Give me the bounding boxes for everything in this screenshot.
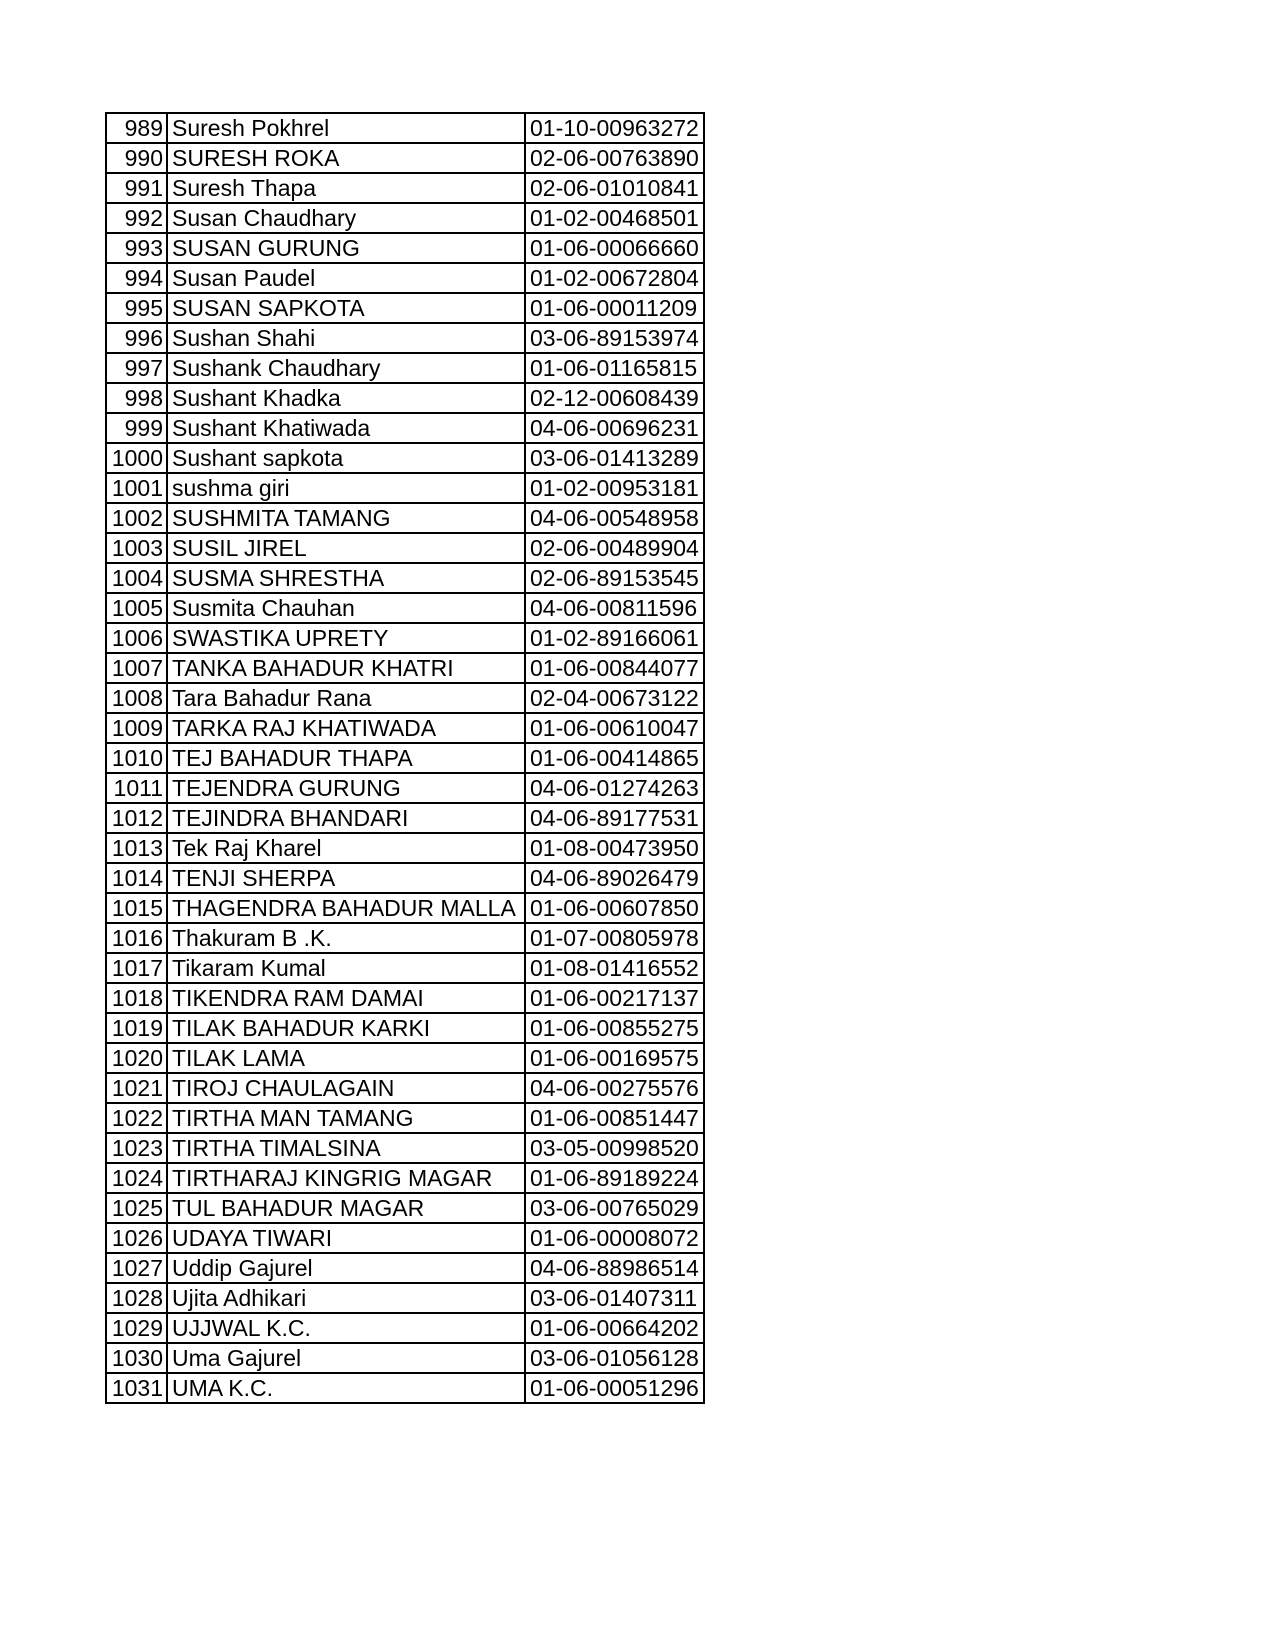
serial-number-cell: 989 [106, 113, 167, 143]
name-cell: Uddip Gajurel [167, 1253, 525, 1283]
serial-number-cell: 1002 [106, 503, 167, 533]
table-row [106, 1013, 704, 1043]
table-row [106, 953, 704, 983]
table-row [106, 1193, 704, 1223]
name-cell: TEJ BAHADUR THAPA [167, 743, 525, 773]
name-cell: TIRTHARAJ KINGRIG MAGAR [167, 1163, 525, 1193]
table-row [106, 863, 704, 893]
serial-number-cell: 1004 [106, 563, 167, 593]
serial-number-cell: 1023 [106, 1133, 167, 1163]
serial-number-cell: 1013 [106, 833, 167, 863]
table-row [106, 293, 704, 323]
serial-number-cell: 1015 [106, 893, 167, 923]
serial-number-cell: 994 [106, 263, 167, 293]
id-number-cell: 03-05-00998520 [525, 1133, 704, 1163]
name-cell: TIRTHA MAN TAMANG [167, 1103, 525, 1133]
serial-number-cell: 1025 [106, 1193, 167, 1223]
id-number-cell: 01-06-89189224 [525, 1163, 704, 1193]
id-number-cell: 04-06-01274263 [525, 773, 704, 803]
name-cell: Susan Chaudhary [167, 203, 525, 233]
id-number-cell: 04-06-89026479 [525, 863, 704, 893]
name-cell: Suresh Thapa [167, 173, 525, 203]
name-cell: UDAYA TIWARI [167, 1223, 525, 1253]
serial-number-cell: 1007 [106, 653, 167, 683]
name-cell: Tek Raj Kharel [167, 833, 525, 863]
name-cell: Susan Paudel [167, 263, 525, 293]
name-cell: Sushan Shahi [167, 323, 525, 353]
serial-number-cell: 1030 [106, 1343, 167, 1373]
id-number-cell: 01-06-00844077 [525, 653, 704, 683]
id-number-cell: 01-06-00008072 [525, 1223, 704, 1253]
table-row [106, 773, 704, 803]
table-row [106, 653, 704, 683]
id-number-cell: 01-08-00473950 [525, 833, 704, 863]
name-cell: Sushant Khatiwada [167, 413, 525, 443]
name-cell: SWASTIKA UPRETY [167, 623, 525, 653]
name-cell: Suresh Pokhrel [167, 113, 525, 143]
table-row [106, 983, 704, 1013]
name-cell: SUSMA SHRESTHA [167, 563, 525, 593]
serial-number-cell: 993 [106, 233, 167, 263]
table-row [106, 203, 704, 233]
serial-number-cell: 1026 [106, 1223, 167, 1253]
table-row [106, 413, 704, 443]
serial-number-cell: 1012 [106, 803, 167, 833]
table-row [106, 893, 704, 923]
id-number-cell: 01-06-00169575 [525, 1043, 704, 1073]
name-cell: SUSAN GURUNG [167, 233, 525, 263]
serial-number-cell: 1028 [106, 1283, 167, 1313]
name-cell: TEJINDRA BHANDARI [167, 803, 525, 833]
serial-number-cell: 1006 [106, 623, 167, 653]
id-number-cell: 04-06-88986514 [525, 1253, 704, 1283]
id-number-cell: 04-06-00811596 [525, 593, 704, 623]
table-row [106, 173, 704, 203]
table-row [106, 683, 704, 713]
id-number-cell: 01-07-00805978 [525, 923, 704, 953]
name-cell: UMA K.C. [167, 1373, 525, 1403]
table-row [106, 353, 704, 383]
table-row [106, 803, 704, 833]
table-row [106, 143, 704, 173]
id-number-cell: 01-06-00851447 [525, 1103, 704, 1133]
serial-number-cell: 1014 [106, 863, 167, 893]
name-cell: SUSIL JIREL [167, 533, 525, 563]
id-number-cell: 02-06-89153545 [525, 563, 704, 593]
table-row [106, 263, 704, 293]
table-row [106, 923, 704, 953]
serial-number-cell: 1005 [106, 593, 167, 623]
name-cell: SUSHMITA TAMANG [167, 503, 525, 533]
serial-number-cell: 1000 [106, 443, 167, 473]
id-number-cell: 01-06-00066660 [525, 233, 704, 263]
table-row [106, 1373, 704, 1403]
id-number-cell: 01-02-00953181 [525, 473, 704, 503]
table-row [106, 713, 704, 743]
serial-number-cell: 1021 [106, 1073, 167, 1103]
serial-number-cell: 999 [106, 413, 167, 443]
table-row [106, 1163, 704, 1193]
table-row [106, 1283, 704, 1313]
id-number-cell: 01-06-00414865 [525, 743, 704, 773]
serial-number-cell: 1027 [106, 1253, 167, 1283]
serial-number-cell: 995 [106, 293, 167, 323]
table-row [106, 1133, 704, 1163]
id-number-cell: 02-06-01010841 [525, 173, 704, 203]
id-number-cell: 03-06-89153974 [525, 323, 704, 353]
serial-number-cell: 996 [106, 323, 167, 353]
table-row [106, 1343, 704, 1373]
name-cell: Sushant sapkota [167, 443, 525, 473]
table-row [106, 1253, 704, 1283]
serial-number-cell: 1011 [106, 773, 167, 803]
serial-number-cell: 1017 [106, 953, 167, 983]
table-row [106, 743, 704, 773]
name-cell: Sushank Chaudhary [167, 353, 525, 383]
name-cell: TUL BAHADUR MAGAR [167, 1193, 525, 1223]
id-number-cell: 03-06-00765029 [525, 1193, 704, 1223]
table-row [106, 503, 704, 533]
serial-number-cell: 1022 [106, 1103, 167, 1133]
id-number-cell: 04-06-00548958 [525, 503, 704, 533]
id-number-cell: 04-06-89177531 [525, 803, 704, 833]
id-number-cell: 04-06-00696231 [525, 413, 704, 443]
id-number-cell: 04-06-00275576 [525, 1073, 704, 1103]
serial-number-cell: 1018 [106, 983, 167, 1013]
table-row [106, 383, 704, 413]
name-cell: THAGENDRA BAHADUR MALLA [167, 893, 525, 923]
id-number-cell: 03-06-01056128 [525, 1343, 704, 1373]
id-number-cell: 01-06-00217137 [525, 983, 704, 1013]
serial-number-cell: 1024 [106, 1163, 167, 1193]
serial-number-cell: 1003 [106, 533, 167, 563]
id-number-cell: 01-08-01416552 [525, 953, 704, 983]
serial-number-cell: 997 [106, 353, 167, 383]
id-number-cell: 01-06-01165815 [525, 353, 704, 383]
id-number-cell: 03-06-01407311 [525, 1283, 704, 1313]
serial-number-cell: 1009 [106, 713, 167, 743]
name-cell: UJJWAL K.C. [167, 1313, 525, 1343]
table-row [106, 473, 704, 503]
name-cell: TENJI SHERPA [167, 863, 525, 893]
id-number-cell: 01-06-00051296 [525, 1373, 704, 1403]
id-number-cell: 01-06-00607850 [525, 893, 704, 923]
table-row [106, 533, 704, 563]
name-cell: Ujita Adhikari [167, 1283, 525, 1313]
serial-number-cell: 1001 [106, 473, 167, 503]
id-number-cell: 02-06-00763890 [525, 143, 704, 173]
serial-number-cell: 1019 [106, 1013, 167, 1043]
table-row [106, 1043, 704, 1073]
name-cell: SURESH ROKA [167, 143, 525, 173]
table-row [106, 443, 704, 473]
name-cell: SUSAN SAPKOTA [167, 293, 525, 323]
id-number-cell: 03-06-01413289 [525, 443, 704, 473]
name-cell: Tara Bahadur Rana [167, 683, 525, 713]
table-row [106, 593, 704, 623]
table-row [106, 113, 704, 143]
table-row [106, 833, 704, 863]
name-cell: TIROJ CHAULAGAIN [167, 1073, 525, 1103]
name-cell: Thakuram B .K. [167, 923, 525, 953]
id-number-cell: 01-02-00672804 [525, 263, 704, 293]
name-cell: sushma giri [167, 473, 525, 503]
name-cell: TIKENDRA RAM DAMAI [167, 983, 525, 1013]
table-row [106, 1103, 704, 1133]
serial-number-cell: 1031 [106, 1373, 167, 1403]
serial-number-cell: 1020 [106, 1043, 167, 1073]
name-cell: TILAK LAMA [167, 1043, 525, 1073]
records-table-body [106, 113, 704, 1403]
serial-number-cell: 1008 [106, 683, 167, 713]
serial-number-cell: 1016 [106, 923, 167, 953]
name-cell: Tikaram Kumal [167, 953, 525, 983]
id-number-cell: 01-06-00855275 [525, 1013, 704, 1043]
id-number-cell: 02-12-00608439 [525, 383, 704, 413]
table-row [106, 563, 704, 593]
records-table [105, 112, 705, 1404]
id-number-cell: 01-10-00963272 [525, 113, 704, 143]
id-number-cell: 01-02-89166061 [525, 623, 704, 653]
id-number-cell: 02-04-00673122 [525, 683, 704, 713]
serial-number-cell: 991 [106, 173, 167, 203]
id-number-cell: 02-06-00489904 [525, 533, 704, 563]
name-cell: TARKA RAJ KHATIWADA [167, 713, 525, 743]
id-number-cell: 01-06-00664202 [525, 1313, 704, 1343]
table-row [106, 1313, 704, 1343]
name-cell: TANKA BAHADUR KHATRI [167, 653, 525, 683]
serial-number-cell: 1010 [106, 743, 167, 773]
name-cell: Uma Gajurel [167, 1343, 525, 1373]
table-row [106, 233, 704, 263]
serial-number-cell: 990 [106, 143, 167, 173]
id-number-cell: 01-02-00468501 [525, 203, 704, 233]
table-row [106, 1073, 704, 1103]
name-cell: TEJENDRA GURUNG [167, 773, 525, 803]
name-cell: TIRTHA TIMALSINA [167, 1133, 525, 1163]
id-number-cell: 01-06-00610047 [525, 713, 704, 743]
name-cell: Sushant Khadka [167, 383, 525, 413]
name-cell: TILAK BAHADUR KARKI [167, 1013, 525, 1043]
id-number-cell: 01-06-00011209 [525, 293, 704, 323]
serial-number-cell: 992 [106, 203, 167, 233]
serial-number-cell: 998 [106, 383, 167, 413]
serial-number-cell: 1029 [106, 1313, 167, 1343]
table-row [106, 323, 704, 353]
name-cell: Susmita Chauhan [167, 593, 525, 623]
table-row [106, 1223, 704, 1253]
table-row [106, 623, 704, 653]
